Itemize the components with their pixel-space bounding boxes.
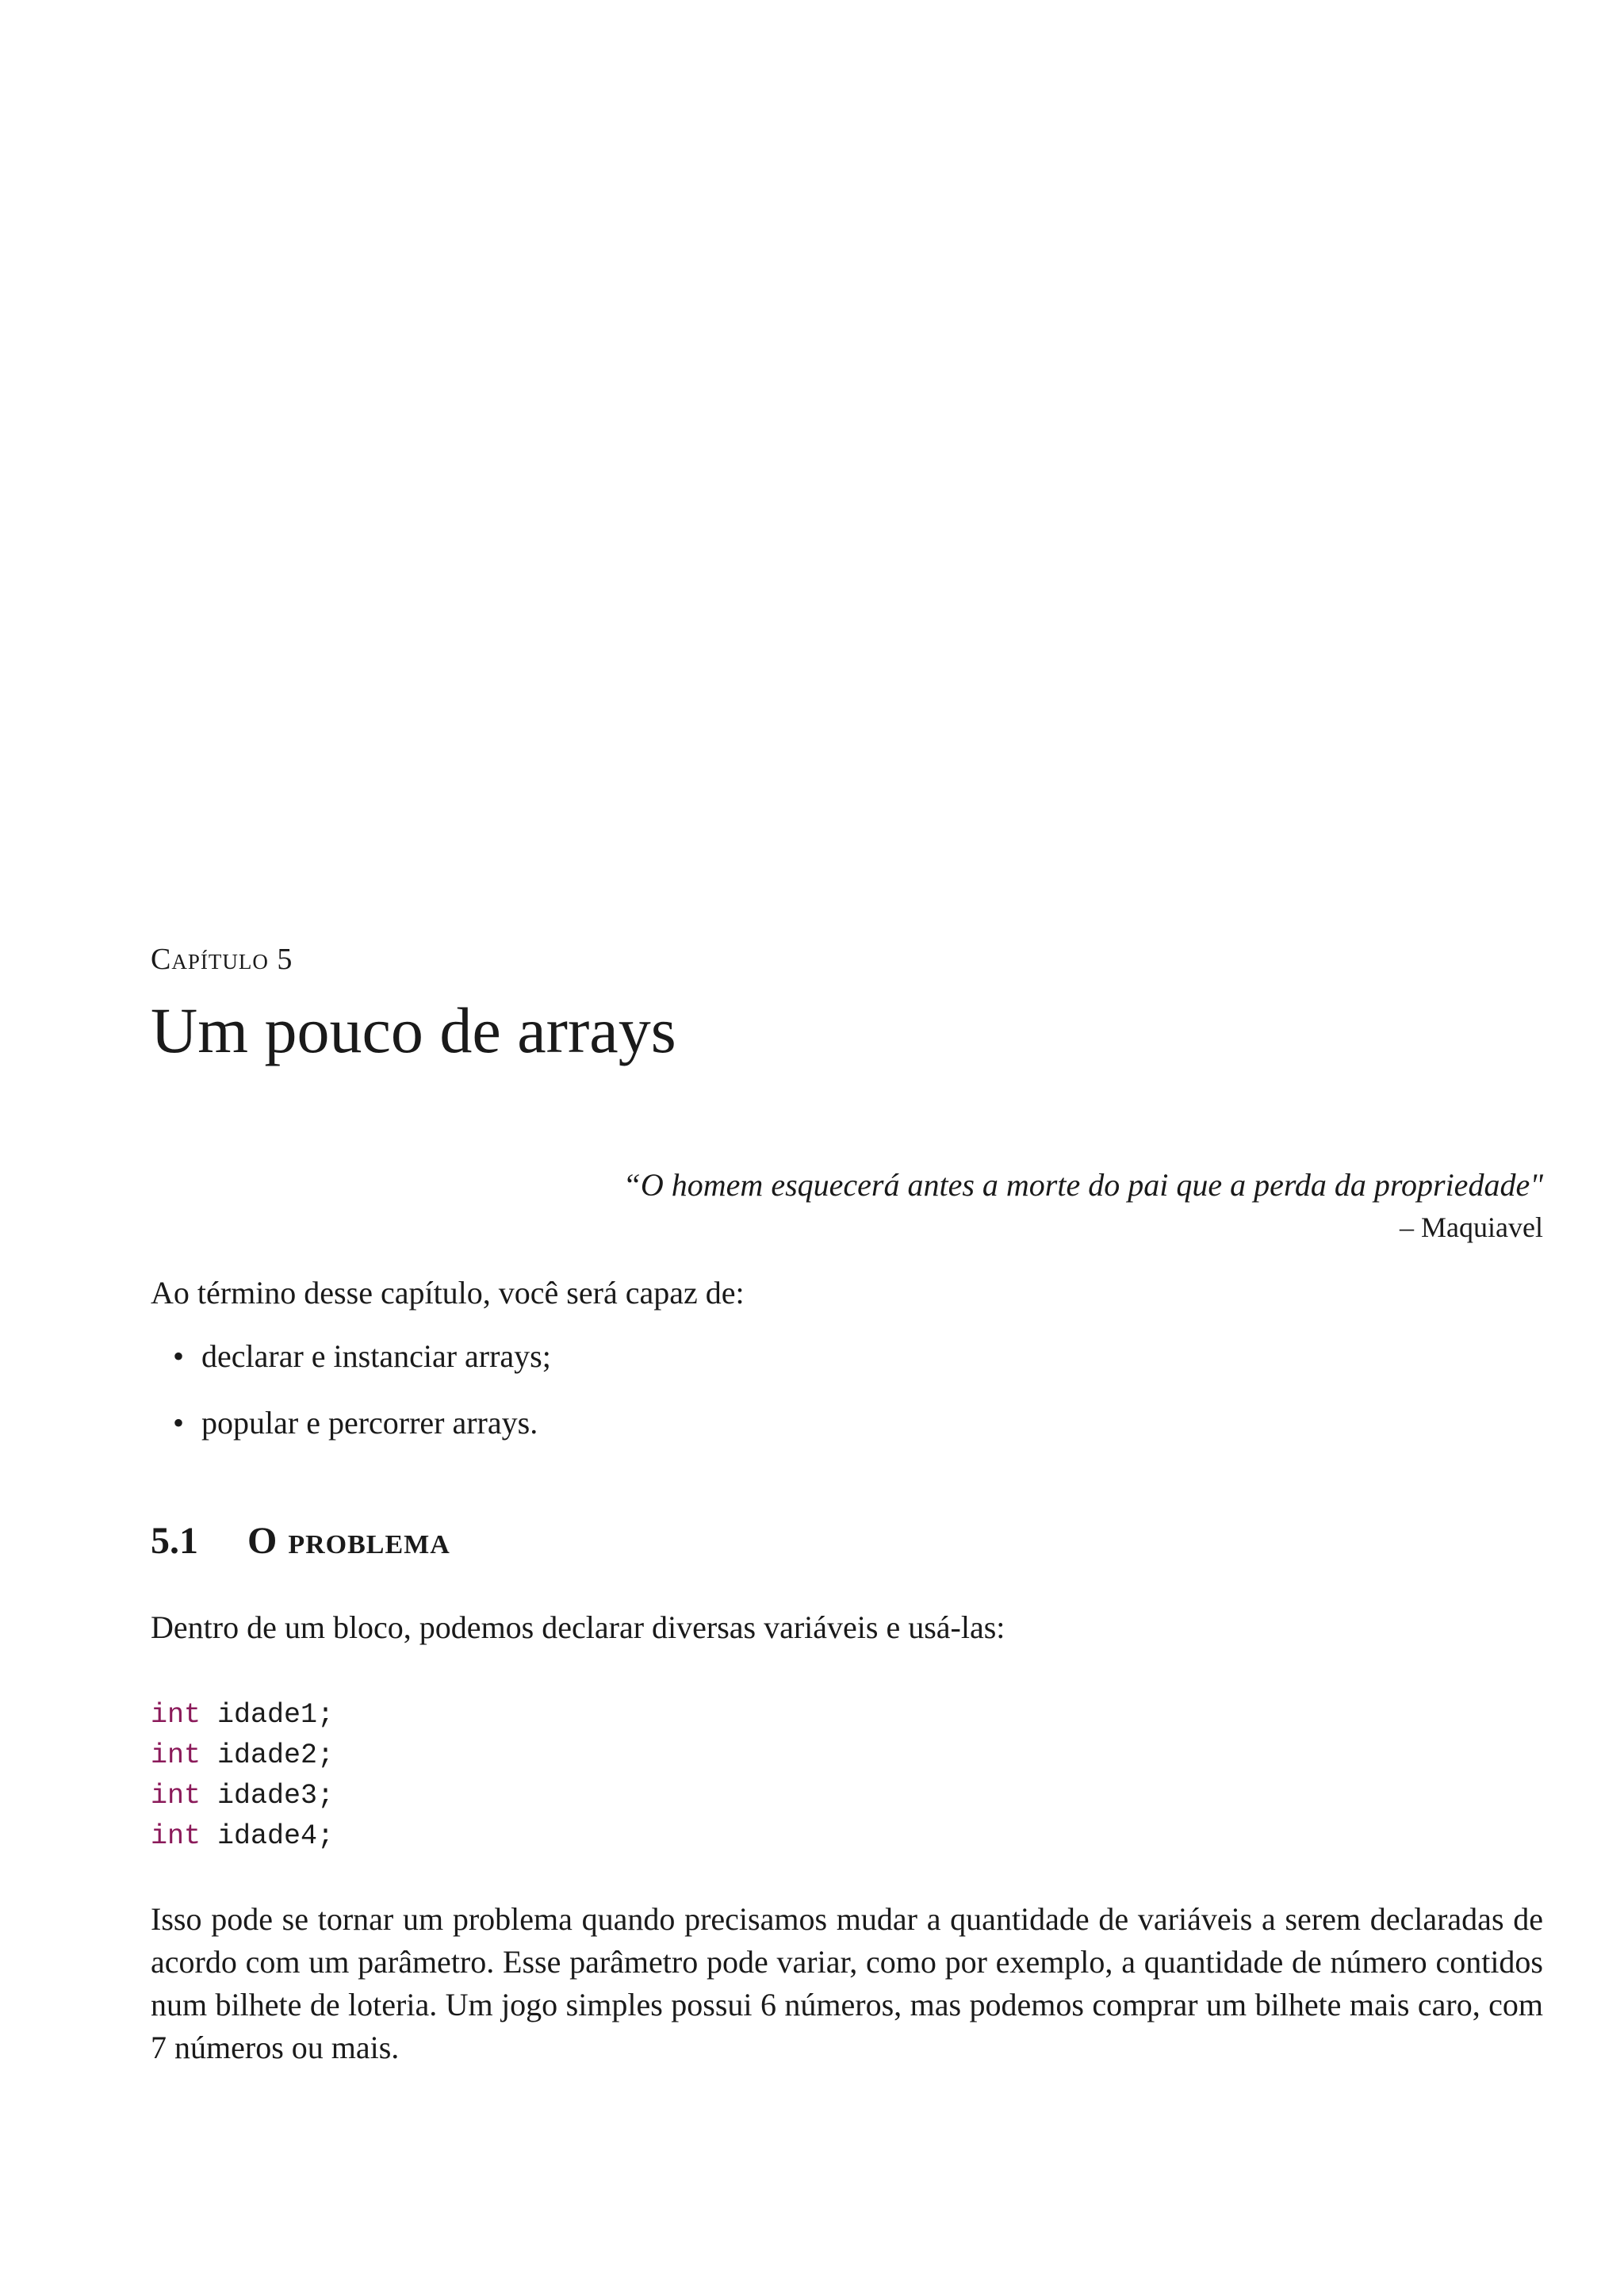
section-title: O problema xyxy=(247,1520,450,1562)
code-keyword: int xyxy=(151,1820,201,1852)
code-line xyxy=(151,1695,1543,1735)
code-text: idade4; xyxy=(201,1820,335,1852)
code-text: idade3; xyxy=(201,1780,335,1812)
code-block xyxy=(151,1695,1543,1857)
section-intro: Dentro de um bloco, podemos declarar diversas variáveis e usá-las: xyxy=(151,1609,1005,1645)
objectives-list xyxy=(151,1335,1543,1445)
code-keyword: int xyxy=(151,1739,201,1771)
list-item xyxy=(173,1335,1543,1378)
code-line xyxy=(151,1735,1543,1776)
code-line xyxy=(151,1776,1543,1816)
epigraph-quote: “O homem esquecerá antes a morte do pai que a perda da propriedade" xyxy=(622,1167,1543,1203)
code-line xyxy=(151,1816,1543,1857)
page-content xyxy=(151,936,1543,2069)
section-number: 5.1 xyxy=(151,1520,198,1562)
code-text: idade2; xyxy=(201,1739,335,1771)
objective-text: popular e percorrer arrays. xyxy=(201,1405,538,1441)
code-text: idade1; xyxy=(201,1699,335,1731)
epigraph-author: – Maquiavel xyxy=(1400,1211,1543,1243)
code-keyword: int xyxy=(151,1780,201,1812)
section-heading xyxy=(151,1516,1543,1567)
body-paragraph: Isso pode se tornar um problema quando precisamos mudar a quantidade de variáveis a serem declaradas de acordo com um parâmetro. Esse parâmetro pode variar, como por exemplo, a quantidade de número contidos num bilhete de loteria. Um jogo simples possui 6 números, mas podemos comprar um bilhete mais caro, com 7 números ou mais. xyxy=(151,1901,1543,2065)
bullet-icon: • xyxy=(173,1405,185,1441)
chapter-label: Capítulo 5 xyxy=(151,943,293,976)
code-keyword: int xyxy=(151,1699,201,1731)
chapter-title: Um pouco de arrays xyxy=(151,994,676,1066)
list-item xyxy=(173,1402,1543,1445)
epigraph xyxy=(151,1164,1543,1248)
chapter-intro: Ao término desse capítulo, você será capaz de: xyxy=(151,1275,745,1311)
bullet-icon: • xyxy=(173,1338,185,1374)
objective-text: declarar e instanciar arrays; xyxy=(201,1338,551,1374)
